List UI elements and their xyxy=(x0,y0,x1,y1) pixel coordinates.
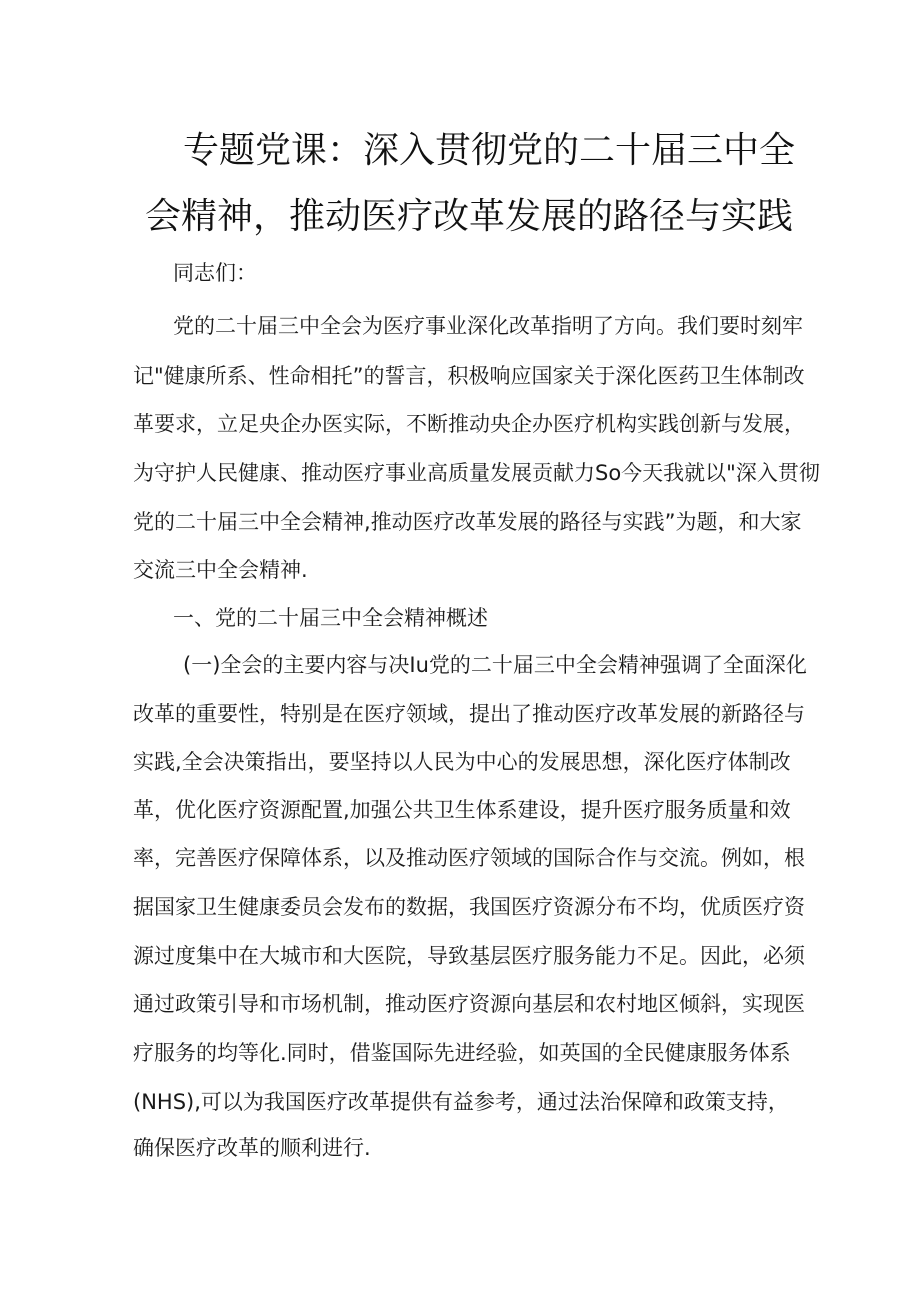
paragraph-line: 疗服务的均等化.同时，借鉴国际先进经验，如英国的全民健康服务体系 xyxy=(133,1041,791,1065)
section-heading: 一、党的二十届三中全会精神概述 xyxy=(173,606,488,630)
title-line: 专题党课：深入贯彻党的二十届三中全 xyxy=(183,130,796,171)
paragraph-line: 源过度集中在大城市和大医院，导致基层医疗服务能力不足。因此，必须 xyxy=(133,944,805,968)
paragraph-line: 交流三中全会精神. xyxy=(133,558,308,582)
document-title xyxy=(0,118,920,250)
title-line: 会精神，推动医疗改革发展的路径与实践 xyxy=(145,196,794,237)
paragraph-line: 实践,全会决策指出，要坚持以人民为中心的发展思想，深化医疗体制改 xyxy=(133,750,791,774)
paragraph-line: 党的二十届三中全会精神,推动医疗改革发展的路径与实践”为题，和大家 xyxy=(133,510,802,534)
paragraph-line: (一)全会的主要内容与决Iu党的二十届三中全会精神强调了全面深化 xyxy=(183,653,807,677)
paragraph-line: 革，优化医疗资源配置,加强公共卫生体系建设，提升医疗服务质量和效 xyxy=(133,798,791,822)
paragraph-line: 改革的重要性，特别是在医疗领域，提出了推动医疗改革发展的新路径与 xyxy=(133,702,805,726)
paragraph-line: 通过政策引导和市场机制，推动医疗资源向基层和农村地区倾斜，实现医 xyxy=(133,992,805,1016)
paragraph-line: 确保医疗改革的顺利进行. xyxy=(133,1136,371,1160)
paragraph-line: 革要求，立足央企办医实际，不断推动央企办医疗机构实践创新与发展， xyxy=(133,412,805,436)
paragraph-line: 率，完善医疗保障体系，以及推动医疗领域的国际合作与交流。例如，根 xyxy=(133,846,805,870)
paragraph-line: 为守护人民健康、推动医疗事业高质量发展贡献力So今天我就以"深入贯彻 xyxy=(133,461,820,485)
paragraph-line: 党的二十届三中全会为医疗事业深化改革指明了方向。我们要时刻牢 xyxy=(173,314,803,338)
paragraph-line: 据国家卫生健康委员会发布的数据，我国医疗资源分布不均，优质医疗资 xyxy=(133,895,805,919)
paragraph-line: 记"健康所系、性命相托”的誓言，积极响应国家关于深化医药卫生体制改 xyxy=(133,364,805,388)
paragraph-line: (NHS),可以为我国医疗改革提供有益参考，通过法治保障和政策支持， xyxy=(133,1090,789,1114)
salutation: 同志们： xyxy=(173,261,257,285)
